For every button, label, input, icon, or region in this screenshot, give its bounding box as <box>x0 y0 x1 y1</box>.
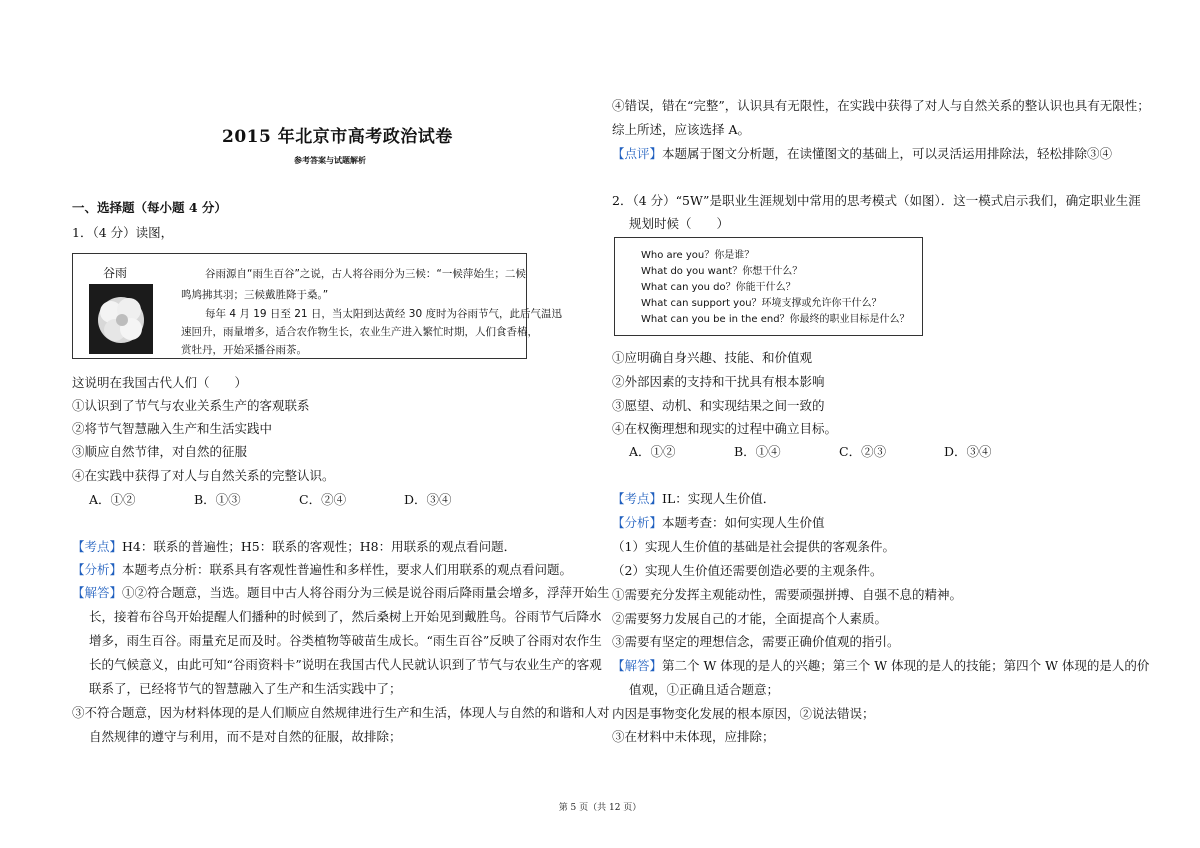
five-w-line: What can you do？你能干什么？ <box>641 282 796 293</box>
q2-jieda <box>612 656 1149 674</box>
guyu-card-line: 谷雨源自“雨生百谷”之说，古人将谷雨分为三候：“一候萍始生；二候 <box>205 268 526 280</box>
q2-analysis-line: ②需要努力发展自己的才能，全面提高个人素质。 <box>612 611 888 626</box>
q1-item: ②将节气智慧融入生产和生活实践中 <box>72 421 273 436</box>
section-heading: 一、选择题（每小题 4 分） <box>72 200 227 215</box>
q2-analysis-line: ③需要有坚定的理想信念，需要正确价值观的指引。 <box>612 634 900 649</box>
page-footer: 第 5 页（共 12 页） <box>558 803 642 813</box>
q2-kaodian <box>612 489 775 507</box>
q2-options <box>629 442 1049 460</box>
q2-item: ①应明确自身兴趣、技能、和价值观 <box>612 350 813 365</box>
q1-option-a: A．①② <box>89 492 136 507</box>
q1-stem: 1．（4 分）读图， <box>72 225 174 240</box>
q2-tail-line: 内因是事物变化发展的根本原因，②说法错误； <box>612 706 875 721</box>
q2-option-c: C．②③ <box>839 444 887 459</box>
q1-jieda-line: 长的气候意义，由此可知“谷雨资料卡”说明在我国古代人民就认识到了节气与农业生产的客观 <box>89 657 602 672</box>
q1-jieda-line: 联系了，已经将节气的智慧融入了生产和生活实践中了； <box>89 681 402 696</box>
q2-tail-line: ③在材料中未体现，应排除； <box>612 729 775 744</box>
dianping-tag: 【点评】 <box>612 146 663 161</box>
five-w-line: What can support you？环境支撑或允许你干什么？ <box>641 298 882 309</box>
q1-jieda-line: 长，接着布谷鸟开始提醒人们播种的时候到了，然后桑树上开始见到戴胜鸟。谷雨节气后降水 <box>89 609 602 624</box>
q2-option-b: B．①④ <box>734 444 781 459</box>
guyu-card-line: 赏牡丹，开始采播谷雨茶。 <box>181 344 307 356</box>
q2-item: ④在权衡理想和现实的过程中确立目标。 <box>612 421 838 436</box>
q1-item4-explain: ④错误，错在“完整”，认识具有无限性，在实践中获得了对人与自然关系的整认识也具有无限性； <box>612 98 1150 113</box>
q1-option-c: C．②④ <box>299 492 347 507</box>
q1-conclusion: 综上所述，应该选择 A。 <box>612 122 751 137</box>
q2-analysis-line: （1）实现人生价值的基础是社会提供的客观条件。 <box>612 539 895 554</box>
q2-fenxi <box>612 513 825 531</box>
jieda-tag: 【解答】 <box>612 658 663 673</box>
q1-dianping <box>612 144 1112 162</box>
fenxi-text: 本题考查：如何实现人生价值 <box>662 515 825 530</box>
q2-stem: 2．（4 分）“5W”是职业生涯规划中常用的思考模式（如图）．这一模式启示我们，确定职业生涯 <box>612 193 1141 208</box>
q1-item3-explain: 自然规律的遵守与利用，而不是对自然的征服，故排除； <box>89 729 402 744</box>
q1-item: ①认识到了节气与农业关系生产的客观联系 <box>72 398 310 413</box>
kaodian-text: IL：实现人生价值． <box>662 491 776 506</box>
q1-option-d: D．③④ <box>404 492 452 507</box>
five-w-box <box>614 237 923 336</box>
q1-jieda <box>72 583 610 601</box>
kaodian-tag: 【考点】 <box>72 539 123 554</box>
peony-flower-image <box>89 284 153 354</box>
fenxi-text: 本题考点分析：联系具有客观性普遍性和多样性，要求人们用联系的观点看问题。 <box>122 562 573 577</box>
q1-fenxi <box>72 560 572 578</box>
kaodian-tag: 【考点】 <box>612 491 663 506</box>
fenxi-tag: 【分析】 <box>72 562 123 577</box>
page-title: 2015 年北京市高考政治试卷 <box>222 127 453 147</box>
q1-kaodian <box>72 537 516 555</box>
q2-item: ③愿望、动机、和实现结果之间一致的 <box>612 398 825 413</box>
q1-item: ④在实践中获得了对人与自然关系的完整认识。 <box>72 468 335 483</box>
q1-jieda-line: 增多，雨生百谷。雨量充足而及时。谷类植物等破苗生成长。“雨生百谷”反映了谷雨对农作生 <box>89 633 602 648</box>
guyu-card-name: 谷雨 <box>103 266 128 280</box>
q2-option-a: A．①② <box>629 444 676 459</box>
guyu-card-image <box>72 253 562 359</box>
q2-analysis-line: ①需要充分发挥主观能动性，需要顽强拼搏、自强不息的精神。 <box>612 587 963 602</box>
guyu-card-line: 鸣鸠拂其羽；三候戴胜降于桑。” <box>181 289 329 301</box>
q1-option-b: B．①③ <box>194 492 241 507</box>
guyu-card-line: 每年 4 月 19 日至 21 日，当太阳到达黄经 30 度时为谷雨节气，此后气温迅 <box>205 308 562 320</box>
five-w-line: What do you want？你想干什么？ <box>641 266 803 277</box>
jieda-text: ①②符合题意，当选。题目中古人将谷雨分为三候是说谷雨后降雨量会增多，浮萍开始生 <box>122 585 610 600</box>
q1-item: ③顺应自然节律，对自然的征服 <box>72 444 248 459</box>
q1-options <box>89 490 509 508</box>
five-w-line: What can you be in the end？你最终的职业目标是什么？ <box>641 314 910 325</box>
q2-item: ②外部因素的支持和干扰具有根本影响 <box>612 374 825 389</box>
q1-prompt: 这说明在我国古代人们（ ） <box>72 375 248 390</box>
q2-option-d: D．③④ <box>944 444 992 459</box>
q1-item3-explain: ③不符合题意，因为材料体现的是人们顺应自然规律进行生产和生活，体现人与自然的和谐和人对 <box>72 705 610 720</box>
jieda-tag: 【解答】 <box>72 585 123 600</box>
q2-stem: 规划时候（ ） <box>629 216 730 231</box>
five-w-line: Who are you？你是谁？ <box>641 250 755 261</box>
fenxi-tag: 【分析】 <box>612 515 663 530</box>
dianping-text: 本题属于图文分析题，在读懂图文的基础上，可以灵活运用排除法，轻松排除③④ <box>662 146 1113 161</box>
q2-analysis-line: （2）实现人生价值还需要创造必要的主观条件。 <box>612 563 883 578</box>
guyu-card-line: 速回升，雨量增多，适合农作物生长，农业生产进入繁忙时期，人们食香椿， <box>181 326 538 338</box>
kaodian-text: H4：联系的普遍性；H5：联系的客观性；H8：用联系的观点看问题． <box>122 539 517 554</box>
page-subtitle: 参考答案与试题解析 <box>294 155 366 165</box>
q2-jieda-line: 值观，①正确且适合题意； <box>629 682 780 697</box>
jieda-text: 第二个 W 体现的是人的兴趣；第三个 W 体现的是人的技能；第四个 W 体现的是人的价 <box>662 658 1150 673</box>
